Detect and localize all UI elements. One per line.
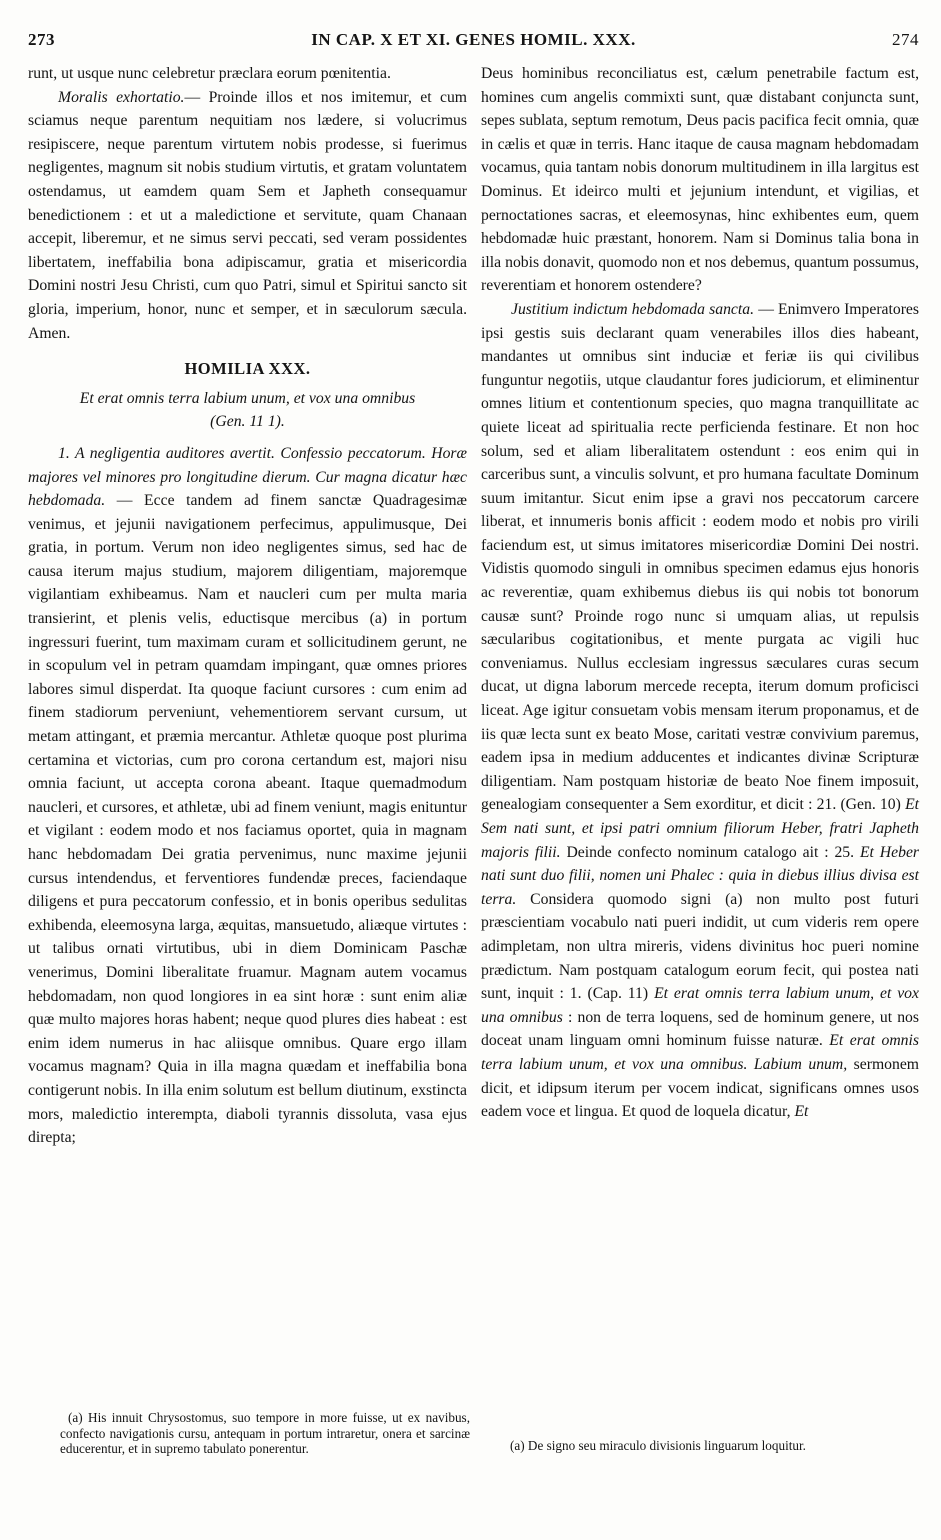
right-column	[481, 62, 919, 1124]
scripture-quote: Et Sem nati sunt, et ipsi patri omnium filiorum Heber, fratri Japheth majoris filii.	[481, 796, 920, 861]
paragraph-text: — Ecce tandem ad finem sanctæ Quadragesimæ venimus, et jejunii navigationem perfecimus, appulimusque, Dei gratia, in portum. Verum non ideo negligentes simus, sed hac de causa iterum majus studium, majorem diligentiam, majoremque vigilantiam exhibeamus. Nam et naucleri cum per multa maria transierint, et plenis velis, eductisque mercibus (a) in portum ingressuri fuerint, tum maximam curam et sollicitudinem gerunt, ne in scopulum vel in petram quamdam impingant, quæ omnes priores labores simul disperdat. Ita quoque faciunt cursores : cum enim ad finem stadiorum perveniunt, vehementiorem servant cursum, ut metam attingant, et præmia mercantur. Athletæ quoque post plurima certamina et victorias, cum pro corona certandum est, majori nisu omnia faciunt, ut accepta corona abeant. Itaque quemadmodum naucleri, et cursores, et athletæ, ubi ad finem veniunt, magis enituntur et vigilant : eodem modo et nos faciamus oportet, quia in magnam hanc hebdomadam Dei gratia pervenimus, nunc maxime jejunii cursus intendendus, et ferventiores fundendæ preces, faciendaque diligens et pura peccatorum confessio, et in bonis operibus sedulitas exhibenda, eleemosyna larga, æquitas, mansuetudo, aliæque virtutes : ut talibus ornati virtutibus, ubi in diem Dominicam Paschæ venerimus, Domini liberalitate fruamur. Magnam autem vocamus hebdomadam, non quod longiores in ea sint horæ : sunt enim aliæ quæ multo majores horas habent; neque quod plures dies habeat : est enim idem numerus in hac aliisque omnibus. Quare ergo illam vocamus magnam? Quia in illa magna quædam et ineffabilia bona contigerunt nobis. In illa enim solutum est bellum diutinum, exstincta mors, maledictio interempta, diaboli tyrannis dissoluta, vasa ejus direpta;	[28, 492, 468, 1147]
paragraph-text: Deinde confecto nominum catalogo ait : 25.	[566, 843, 855, 861]
footnote-right: (a) De signo seu miraculo divisionis linguarum loquitur.	[510, 1438, 806, 1453]
paragraph: Deus hominibus reconciliatus est, cælum penetrabile factum est, homines cum angelis commixti sunt, quæ distabant conjuncta sunt, sepes sublata, septum remotum, Deus pacis pacifica fecit omnia, quæ in cælis et quæ in terris. Hanc itaque de causa magnam hebdomadam vocamus, quia tantam nobis donorum multitudinem in illa largitus est Dominus. Et ideirco multi et jejunium intendunt, et vigilias, et pernoctationes sacras, et eleemosynas, hinc exhibentes eum, quem hebdomadæ huic præstant, honorem. Nam si Dominus talia bona in illa nobis donavit, quomodo non et nos debemus, quantum possumus, reverentiam et honorem ostendere?	[481, 65, 919, 295]
footnote-left: (a) His innuit Chrysostomus, suo tempore in more fuisse, ut ex navibus, confecto navigationis cursu, antequam in portum intraretur, onera et sarcinæ educerentur, et in supremo tabulato ponerentur.	[60, 1410, 470, 1456]
paragraph	[28, 86, 467, 346]
paragraph-text: : non de terra loquens, sed de hominum genere, ut nos doceat unam linguam omni hominum fuisse naturæ.	[481, 1008, 920, 1050]
paragraph	[481, 298, 919, 1124]
scripture-quote: Et erat omnis terra labium unum, et vox una omnibus	[481, 985, 919, 1026]
left-column	[28, 62, 467, 1150]
paragraph-text: — Proinde illos et nos imitemur, et cum sciamus neque parentum nequitiam nos lædere, si volucrimus resipiscere, neque parentum virtutem nobis prodesse, si fuerimus negligentes, magnum sit nobis studium virtutis, et gratam voluntatem ostendamus, ut eamdem quam Sem et Japheth consequamur benedictionem : et ut a maledictione et servitute, quam Chanaan accepit, liberemur, et ne simus servi peccati, sed veram possidentes libertatem, ineffabilia bona adipiscamur, gratia et misericordia Domini nostri Jesu Christi, cum quo Patri, simul et Spiritui sancto sit gloria, imperium, honor, nunc et semper, et in sæculorum sæcula. Amen.	[28, 88, 467, 342]
paragraph: runt, ut usque nunc celebretur præclara eorum pœnitentia.	[28, 65, 391, 82]
paragraph	[28, 442, 467, 1150]
scripture-quote: Et	[794, 1103, 809, 1121]
paragraph-text: sermonem dicit, et idipsum iterum per vocem indicat, significans omnes usos eadem voce et lingua. Et quod de loquela dicatur,	[481, 1055, 920, 1121]
running-header	[28, 30, 919, 54]
scripture-quote: Labium unum,	[753, 1055, 848, 1073]
subtitle-line: (Gen. 11 1).	[210, 413, 285, 431]
page-number-right: 274	[892, 30, 919, 49]
scripture-quote: Et Heber nati sunt duo filii, nomen uni Phalec : quia in diebus illius divisa est terra.	[481, 843, 920, 908]
paragraph-text: Considera quomodo signi (a) non multo post futuri præscientiam vocabulo nati pueri indidit, ut cum videris rem opere adimpletam, non ultra mireris, videns divinitus hoc pueri nomine prædictum. Nam postquam catalogum eorum fecit, qui postea nati sunt, inquit : 1. (Cap. 11)	[481, 890, 920, 1003]
homily-subtitle	[28, 387, 467, 434]
page-number-left: 273	[28, 30, 55, 49]
running-title: IN CAP. X ET XI. GENES HOMIL. XXX.	[311, 30, 636, 49]
scripture-quote: Et erat omnis terra labium unum, et vox una omnibus.	[481, 1032, 919, 1073]
homily-title: HOMILIA XXX.	[184, 359, 311, 379]
marginal-heading: Moralis exhortatio.	[58, 88, 185, 106]
paragraph-text: — Enimvero Imperatores ipsi gestis suis declarant quam venerabiles illos dies habeant, mandantes ut omnibus sint induciæ et feriæ iis qui civilibus funguntur negotiis, utque claudantur fores judiciorum, et eliminentur omnes litium et contentionum species, quo magna tranquillitate ac quiete liceat ad spiritualia recte perficienda festinare. Et non hoc solum, sed et aliam liberalitatem ostendunt : eos enim qui in carceribus sunt, a vinculis solvunt, et pro humana facultate Dominum suum imitantur. Sicut enim ipse a gravi nos peccatorum carcere liberat, et innumeris bonis afficit : eodem modo et nobis pro virili faciendum est, ut simus imitatores misericordiæ Domini Dei nostri. Vidistis quomodo singuli in omnibus specimen edamus ejus honoris ac reverentiæ, quam exhibemus diebus iis qui nobis tot bonorum causæ sunt? Proinde rogo nunc si umquam alias, ut repulsis sæcularibus cogitationibus, et mente purgata ac vigili huc conveniamus. Nullus ecclesiam ingressus sæculares curas secum ducat, ut digna laborum mercede recepta, iterum domum proficisci liceat. Age igitur consuetam vobis mensam iterum proponamus, et de iis quæ lecta sunt ex beato Mose, caritati vestræ convivium paremus, eadem ipsa in medium adducentes et indicantes divinæ Scripturæ diligentiam. Nam postquam historiæ de beato Noe finem imposuit, genealogiam consequenter a Sem exorditur, et dicit : 21. (Gen. 10)	[481, 300, 919, 814]
marginal-heading: Justitium indictum hebdomada sancta.	[511, 300, 755, 318]
subtitle-line: Et erat omnis terra labium unum, et vox una omnibus	[79, 389, 416, 407]
section-summary: 1. A negligentia auditores avertit. Confessio peccatorum. Horæ majores vel minores pro longitudine dierum. Cur magna dicatur hæc hebdomada.	[28, 444, 467, 510]
